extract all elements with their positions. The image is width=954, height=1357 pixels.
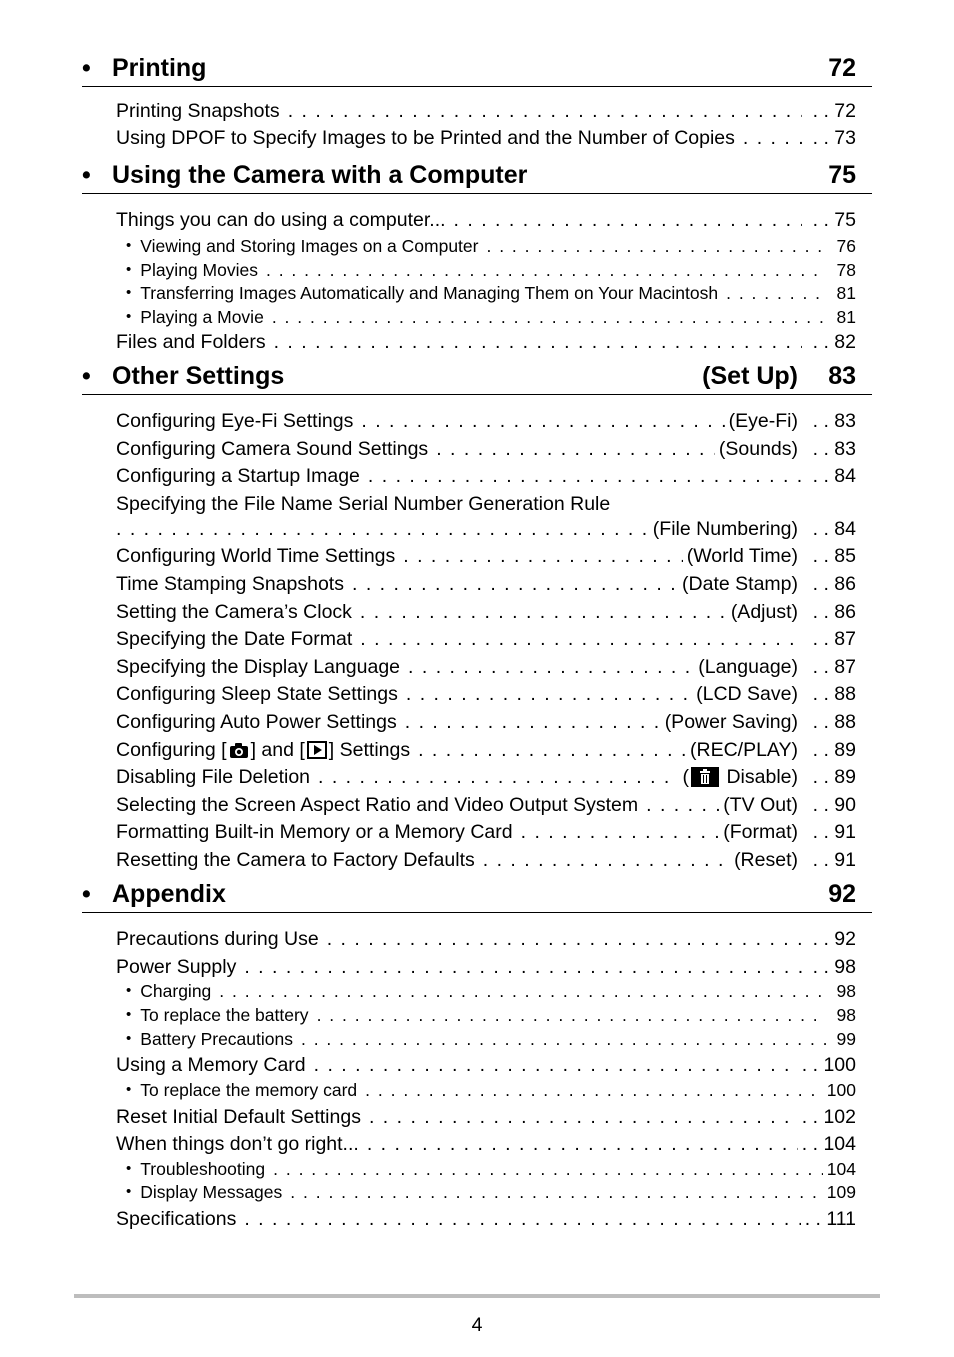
leader-dots (288, 99, 802, 123)
toc-entry-continuation[interactable] (116, 517, 856, 541)
entry-label: Selecting the Screen Aspect Ratio and Video Output System (116, 794, 639, 816)
entry-label: Charging (140, 981, 212, 1001)
bullet: • (82, 362, 91, 390)
toc-entry[interactable] (116, 572, 856, 596)
entry-tag: (File Numbering) (652, 518, 798, 540)
entry-page: 99 (836, 1029, 856, 1049)
entry-page: . . 86 (806, 600, 856, 624)
leader-dots (318, 765, 679, 789)
entry-page: 98 (836, 1005, 856, 1025)
entry-label: Specifications (116, 1208, 237, 1230)
entry-page: . . 91 (806, 848, 856, 872)
bullet: • (126, 237, 132, 254)
section-title: Other Settings (112, 362, 285, 390)
entry-page: 78 (836, 260, 856, 280)
leader-dots (436, 437, 715, 461)
entry-label: Battery Precautions (140, 1029, 293, 1049)
toc-entry[interactable] (116, 1207, 856, 1231)
leader-dots (317, 1004, 826, 1026)
entry-label: Things you can do using a computer... (116, 209, 446, 231)
entry-page: . . 100 (802, 1053, 856, 1077)
leader-dots (483, 848, 730, 872)
entry-tag: (Power Saving) (664, 711, 798, 733)
entry-label: Specifying the File Name Serial Number Generation Rule (116, 493, 611, 515)
entry-label: Formatting Built-in Memory or a Memory Card (116, 821, 513, 843)
leader-dots (244, 1207, 800, 1231)
entry-page: . . 98 (806, 955, 856, 979)
bullet: • (126, 1006, 132, 1023)
leader-dots (368, 464, 802, 488)
leader-dots (646, 793, 719, 817)
section-printing (82, 50, 872, 149)
bullet: • (126, 1081, 132, 1098)
leader-dots (273, 1158, 823, 1180)
section-page: 83 (828, 362, 856, 390)
entry-label: Printing Snapshots (116, 100, 280, 122)
bullet: • (126, 1160, 132, 1177)
entry-tag: (REC/PLAY) (690, 739, 798, 761)
entry-tag: (Format) (723, 821, 798, 843)
toc-subentry[interactable] (126, 1079, 856, 1101)
entry-page: . . 72 (806, 99, 856, 123)
toc-entry[interactable] (116, 126, 856, 150)
section-other-settings (82, 358, 872, 871)
entry-tag: (Sounds) (718, 438, 798, 460)
leader-dots (327, 927, 802, 951)
leader-dots (369, 1105, 798, 1129)
toc-entry[interactable] (116, 600, 856, 624)
toc-entry[interactable] (116, 492, 856, 516)
entry-page: 81 (836, 307, 856, 327)
toc-entry[interactable] (116, 955, 856, 979)
toc-subentry[interactable] (126, 259, 856, 281)
leader-dots (352, 572, 678, 596)
footer-divider (74, 1294, 880, 1298)
entry-label: Files and Folders (116, 331, 266, 353)
entry-label: Time Stamping Snapshots (116, 573, 344, 595)
entry-page: 109 (826, 1182, 856, 1202)
entry-page: . . 87 (806, 655, 856, 679)
entry-label: Configuring a Startup Image (116, 465, 360, 487)
leader-dots (403, 544, 683, 568)
toc-subentry[interactable] (126, 235, 856, 257)
toc-entry[interactable] (116, 738, 856, 762)
entry-label: Configuring Eye-Fi Settings (116, 410, 354, 432)
section-tag: (Set Up) (702, 362, 798, 390)
entry-page: . . 82 (806, 330, 856, 354)
entry-label: Configuring Sleep State Settings (116, 683, 398, 705)
toc-entry[interactable] (116, 848, 856, 872)
leader-dots (726, 282, 826, 304)
bullet: • (126, 308, 132, 325)
toc-entry[interactable] (116, 464, 856, 488)
leader-dots (486, 235, 826, 257)
entry-label: Transferring Images Automatically and Managing Them on Your Macintosh (140, 283, 719, 303)
leader-dots (367, 1132, 798, 1156)
entry-label: When things don’t go right... (116, 1133, 359, 1155)
toc-entry[interactable] (116, 208, 856, 232)
entry-tag: (TV Out) (723, 794, 798, 816)
section-heading (82, 358, 872, 395)
entry-page: 98 (836, 981, 856, 1001)
entry-tag: (LCD Save) (696, 683, 798, 705)
entry-label: Troubleshooting (140, 1159, 266, 1179)
entry-label: Configuring World Time Settings (116, 545, 396, 567)
leader-dots (406, 682, 692, 706)
trash-icon (691, 767, 719, 787)
entry-page: . . 75 (806, 208, 856, 232)
leader-dots (244, 955, 802, 979)
section-computer (82, 157, 872, 353)
toc-entry[interactable] (116, 927, 856, 951)
toc-entry[interactable] (116, 765, 856, 789)
entry-label: Viewing and Storing Images on a Computer (140, 236, 479, 256)
leader-dots (274, 330, 802, 354)
leader-dots (290, 1181, 823, 1203)
leader-dots (408, 655, 694, 679)
section-page: 92 (828, 880, 856, 908)
toc-entry[interactable] (116, 1105, 856, 1129)
section-page: 75 (828, 161, 856, 189)
section-heading (82, 876, 872, 913)
entry-label: To replace the memory card (140, 1080, 358, 1100)
leader-dots (116, 517, 649, 541)
entry-label: Configuring [ ] and [ ] Settings (116, 739, 411, 761)
toc-subentry[interactable] (126, 1028, 856, 1050)
entry-page: . . 83 (806, 437, 856, 461)
leader-dots (418, 738, 686, 762)
leader-dots (360, 600, 727, 624)
entry-label: Using a Memory Card (116, 1054, 306, 1076)
toc-entry[interactable] (116, 682, 856, 706)
toc-entry[interactable] (116, 793, 856, 817)
leader-dots (521, 820, 720, 844)
entry-page: . . 90 (806, 793, 856, 817)
toc-entry[interactable] (116, 820, 856, 844)
entry-tag: (Date Stamp) (682, 573, 798, 595)
section-heading (82, 157, 872, 194)
leader-dots (405, 710, 661, 734)
toc-subentry[interactable] (126, 980, 856, 1002)
bullet: • (126, 982, 132, 999)
entry-label: Precautions during Use (116, 928, 319, 950)
entry-label: Playing a Movie (140, 307, 264, 327)
toc-subentry[interactable] (126, 1181, 856, 1203)
entry-page: . . 84 (806, 464, 856, 488)
entry-label: Resetting the Camera to Factory Defaults (116, 849, 475, 871)
entry-label: Specifying the Date Format (116, 628, 353, 650)
leader-dots (301, 1028, 826, 1050)
bullet: • (126, 284, 132, 301)
section-title: Using the Camera with a Computer (112, 161, 528, 189)
entry-label: Specifying the Display Language (116, 656, 401, 678)
toc-subentry[interactable] (126, 1158, 856, 1180)
section-page: 72 (828, 54, 856, 82)
entry-page: . . 89 (806, 765, 856, 789)
entry-page: . . 73 (806, 126, 856, 150)
leader-dots (360, 627, 802, 651)
play-icon (307, 741, 327, 759)
toc-entry[interactable] (116, 330, 856, 354)
entry-page: . . 111 (805, 1207, 856, 1231)
entry-page: . . 86 (806, 572, 856, 596)
section-appendix (82, 876, 872, 1230)
leader-dots (266, 259, 826, 281)
entry-page: . . 89 (806, 738, 856, 762)
entry-page: . . 104 (802, 1132, 856, 1156)
bullet: • (126, 261, 132, 278)
entry-tag: (Reset) (734, 849, 798, 871)
toc-entry[interactable] (116, 409, 856, 433)
section-title: Appendix (112, 880, 226, 908)
entry-tag: ( Disable) (682, 766, 798, 788)
entry-label: Disabling File Deletion (116, 766, 311, 788)
entry-page: . . 88 (806, 682, 856, 706)
entry-label: Power Supply (116, 956, 237, 978)
toc-entry[interactable] (116, 655, 856, 679)
entry-page: . . 88 (806, 710, 856, 734)
entry-page: . . 87 (806, 627, 856, 651)
entry-label: Configuring Camera Sound Settings (116, 438, 429, 460)
bullet: • (82, 54, 91, 82)
entry-tag: (Adjust) (730, 601, 798, 623)
leader-dots (314, 1053, 798, 1077)
page-number: 4 (471, 1314, 483, 1336)
entry-label: Display Messages (140, 1182, 283, 1202)
entry-page: 76 (836, 236, 856, 256)
entry-page: . . 102 (802, 1105, 856, 1129)
toc-entry[interactable] (116, 437, 856, 461)
bullet: • (82, 161, 91, 189)
entry-tag: (Eye-Fi) (728, 410, 798, 432)
entry-page: . . 84 (806, 517, 856, 541)
leader-dots (365, 1079, 823, 1101)
entry-label: Reset Initial Default Settings (116, 1106, 361, 1128)
bullet: • (126, 1030, 132, 1047)
entry-label: Playing Movies (140, 260, 258, 280)
toc-subentry[interactable] (126, 1004, 856, 1026)
leader-dots (272, 306, 826, 328)
toc-entry[interactable] (116, 1132, 856, 1156)
section-title: Printing (112, 54, 207, 82)
entry-tag: (World Time) (686, 545, 798, 567)
toc-entry[interactable] (116, 627, 856, 651)
entry-tag: (Language) (698, 656, 798, 678)
camera-icon (229, 741, 249, 759)
entry-page: . . 85 (806, 544, 856, 568)
leader-dots (219, 980, 826, 1002)
bullet: • (82, 880, 91, 908)
entry-label: Configuring Auto Power Settings (116, 711, 397, 733)
toc-entry[interactable] (116, 99, 856, 123)
entry-label: Setting the Camera’s Clock (116, 601, 352, 623)
leader-dots (743, 126, 802, 150)
entry-page: . . 91 (806, 820, 856, 844)
entry-page: 104 (826, 1159, 856, 1179)
toc-subentry[interactable] (126, 282, 856, 304)
toc-entry[interactable] (116, 710, 856, 734)
leader-dots (454, 208, 802, 232)
section-heading (82, 50, 872, 87)
toc-entry[interactable] (116, 1053, 856, 1077)
entry-page: 100 (826, 1080, 856, 1100)
entry-page: . . 92 (806, 927, 856, 951)
leader-dots (361, 409, 724, 433)
entry-label: To replace the battery (140, 1005, 309, 1025)
entry-label: Using DPOF to Specify Images to be Printed and the Number of Copies (116, 127, 735, 149)
toc-subentry[interactable] (126, 306, 856, 328)
entry-page: 81 (836, 283, 856, 303)
toc-entry[interactable] (116, 544, 856, 568)
entry-page: . . 83 (806, 409, 856, 433)
bullet: • (126, 1183, 132, 1200)
